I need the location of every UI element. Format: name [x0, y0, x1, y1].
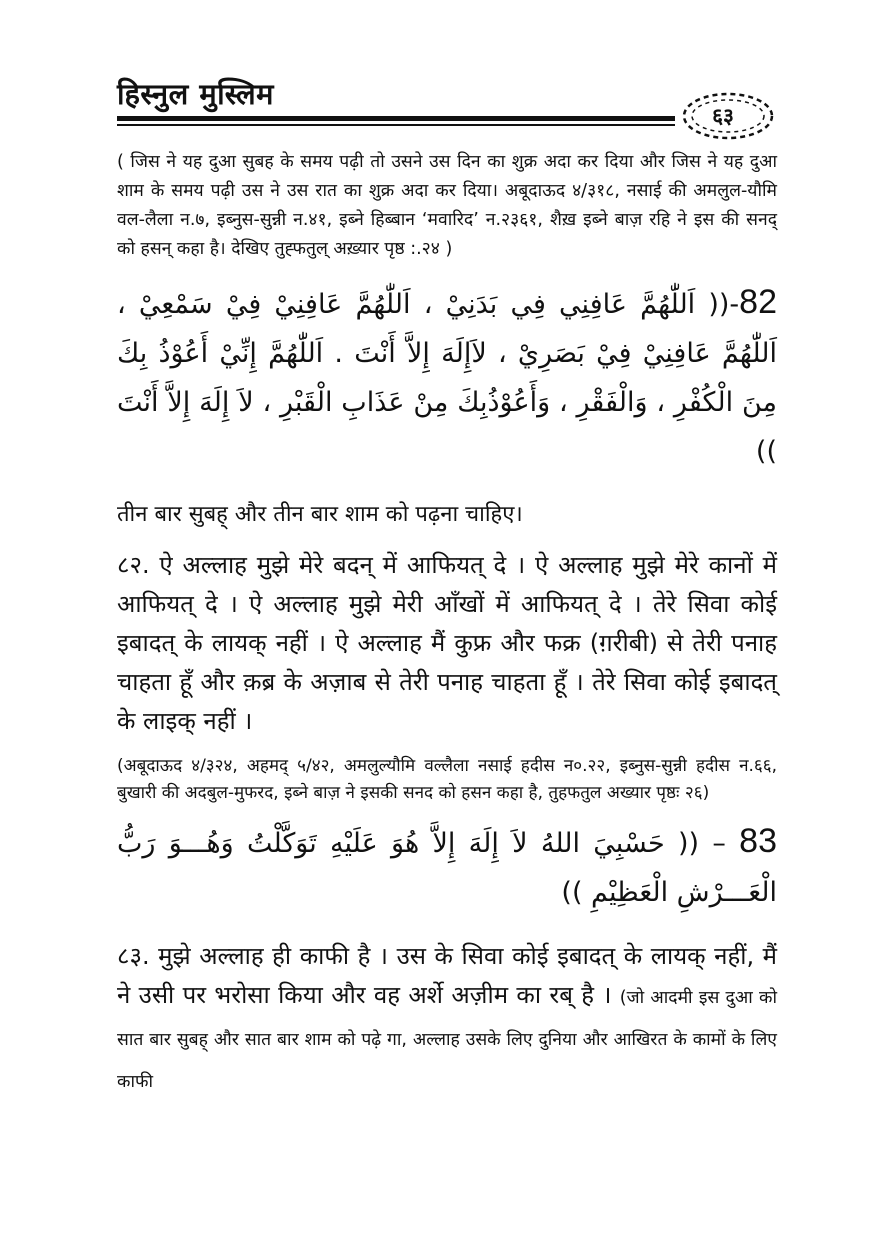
dua-83-translation: ८३. मुझे अल्लाह ही काफी है । उस के सिवा कोई इबादत् के लायक् नहीं, मैं ने उसी पर भरोसा किया और वह अर्शे अज़ीम का रब् है । — [117, 942, 777, 1009]
dua-83-arabic — [117, 817, 777, 917]
page-header — [117, 70, 777, 140]
dua-82-number: 82 — [739, 283, 777, 321]
dua-82-translation: ८२. ऐ अल्लाह मुझे मेरे बदन् में आफियत् दे । ऐ अल्लाह मुझे मेरे कानों में आफियत् दे । ऐ अल्लाह मुझे मेरी आँखों में आफियत् दे । तेरे सिवा कोई इबादत् के लायक् नहीं । ऐ अल्लाह मैं कुफ्र और फक्र (ग़रीबी) से तेरी पनाह चाहता हूँ और क़ब्र के अज़ाब से तेरी पनाह चाहता हूँ । तेरे सिवा कोई इबादत् के लाइक् नहीं । — [117, 551, 777, 735]
header-rule-thin — [117, 124, 675, 126]
dua-83-arabic-text: – (( حَسْبِيَ اللهُ لاَ إِلَهَ إِلاَّ هُوَ عَلَيْهِ تَوَكَّلْتُ وَهُـــوَ رَبُّ الْعَـــرْشِ الْعَظِيْمِ )) — [117, 828, 777, 908]
page-content — [117, 148, 777, 1102]
dua-83-note: (जो आदमी इस दुआ को सात बार सुबह् और सात बार शाम को पढ़े गा, अल्लाह उसके लिए दुनिया और आखिरत के कामों के लिए काफी — [117, 988, 777, 1092]
header-rule-thick — [117, 116, 675, 121]
book-title: हिस्नुल मुस्लिम — [117, 77, 274, 111]
dua-82-reference: (अबूदाऊद ४/३२४, अहमद् ५/४२, अमलुल्यौमि वल्लैला नसाई हदीस न०.२२, इब्नुस-सुन्नी हदीस न.६६, बुखारी की अदबुल-मुफरद, इब्ने बाज़ ने इसकी सनद को हसन कहा है, तुहफतुल अख्यार पृष्ठः २६) — [117, 756, 777, 803]
page-number: ६३ — [712, 104, 734, 128]
dua-82-instruction: तीन बार सुबह् और तीन बार शाम को पढ़ना चाहिए। — [117, 502, 523, 527]
dua-82-arabic-text: -(( اَللّٰهُمَّ عَافِنِي فِي بَدَنِيْ ، اَللّٰهُمَّ عَافِنِيْ فِيْ سَمْعِيْ ، اَللّٰهُمَّ عَافِنِيْ فِيْ بَصَرِيْ ، لاَإِلَهَ إِلاَّ أَنْتَ . اَللّٰهُمَّ إِنِّيْ أَعُوْذُ بِكَ مِنَ الْكُفْرِ ، وَالْفَقْرِ ، وَأَعُوْذُبِكَ مِنْ عَذَابِ الْقَبْرِ ، لاَ إِلَهَ إِلاَّ أَنْتَ )) — [117, 289, 777, 467]
dua-83-translation-block — [117, 937, 777, 1102]
dua-82-arabic — [117, 278, 777, 476]
page-number-badge — [670, 90, 776, 142]
dua-83-number: 83 — [739, 822, 777, 860]
dua-81-note: ( जिस ने यह दुआ सुबह के समय पढ़ी तो उसने उस दिन का शुक्र अदा कर दिया और जिस ने यह दुआ शाम के समय पढ़ी उस ने उस रात का शुक्र अदा कर दिया। अबूदाऊद ४/३१८, नसाई की अमलुल-यौमि वल-लैला न.७, इब्नुस-सुन्नी न.४१, इब्ने हिब्बान ‘मवारिद’ न.२३६१, शैख़ इब्ने बाज़ रहि ने इस की सनद् को हसन् कहा है। देखिए तुह्फतुल् अख़्यार पृष्ठ :.२४ ) — [117, 152, 777, 259]
